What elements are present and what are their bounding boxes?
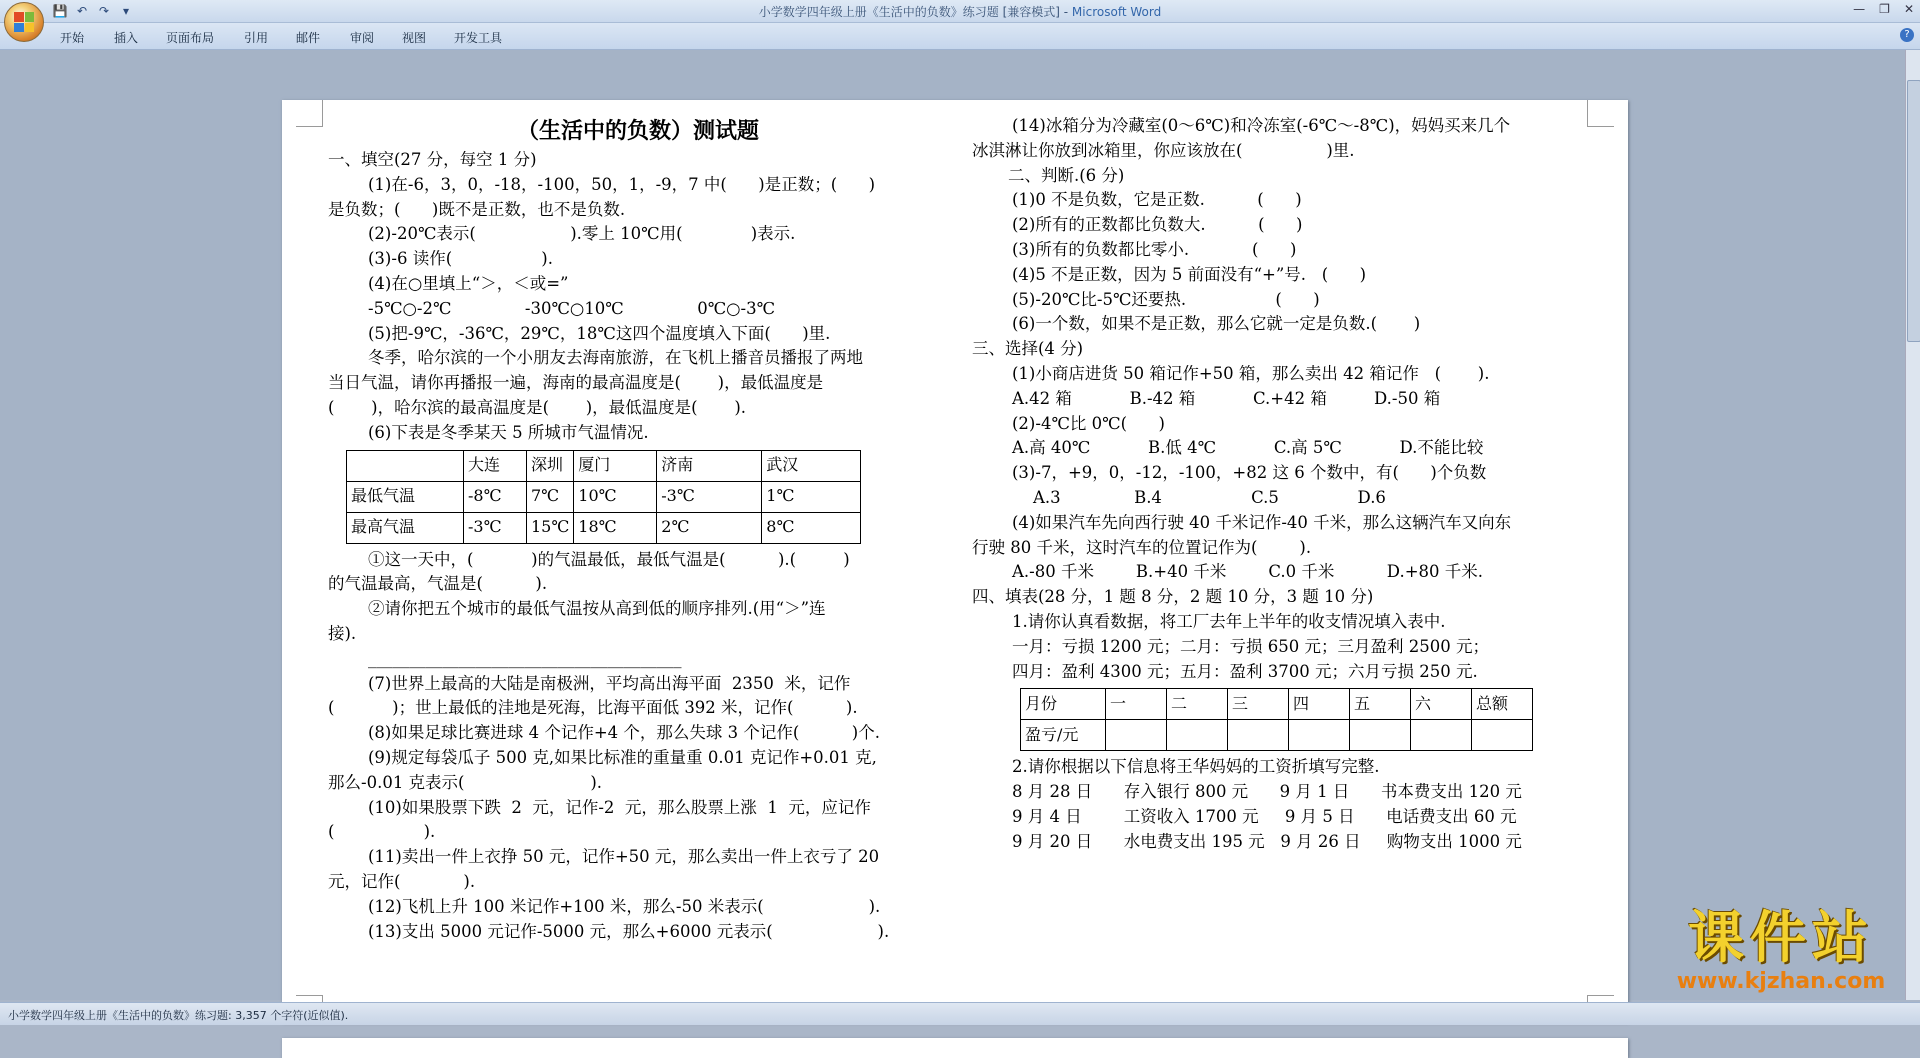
question-line: (5)把-9℃，-36℃，29℃，18℃这四个温度填入下面( )里.	[368, 323, 831, 343]
question-line: 冰淇淋让你放到冰箱里，你应该放在( )里.	[972, 140, 1355, 160]
ribbon-tabs	[0, 23, 1920, 50]
document-page	[282, 100, 1628, 1022]
title-bar	[0, 0, 1920, 23]
undo-icon[interactable]: ↶	[76, 4, 88, 18]
table-cell: 五	[1350, 689, 1411, 720]
document-area	[0, 50, 1906, 1000]
vertical-scrollbar[interactable]	[1905, 50, 1920, 1000]
table-cell: 8℃	[762, 512, 861, 543]
table-cell: 济南	[657, 450, 762, 481]
question-line: 四月：盈利 4300 元；五月：盈利 3700 元；六月亏损 250 元.	[1012, 661, 1478, 681]
question-line: (13)支出 5000 元记作-5000 元，那么+6000 元表示( ).	[368, 921, 890, 941]
status-text: 小学数学四年级上册《生活中的负数》练习题: 3,357 个字符(近似值).	[8, 1009, 349, 1022]
tab-view[interactable]: 视图	[402, 31, 427, 45]
question-line: 的气温最高，气温是( ).	[328, 574, 548, 594]
table-cell: 最低气温	[347, 481, 464, 512]
question-line: 行驶 80 千米，这时汽车的位置记作为( ).	[972, 537, 1312, 557]
choice-line: A.3 B.4 C.5 D.6	[1012, 487, 1386, 507]
table-cell: 盈亏/元	[1021, 720, 1106, 751]
table-cell	[1106, 720, 1167, 751]
record-line: 8 月 28 日 存入银行 800 元 9 月 1 日 书本费支出 120 元	[1012, 782, 1522, 802]
section-heading: 四、填表(28 分，1 题 8 分，2 题 10 分，3 题 10 分)	[972, 587, 1374, 607]
table-cell: 最高气温	[347, 512, 464, 543]
table-cell: 四	[1289, 689, 1350, 720]
table-cell	[1289, 720, 1350, 751]
question-line: 接).	[328, 623, 357, 643]
question-line: 元，记作( ).	[328, 871, 476, 891]
table-cell: 武汉	[762, 450, 861, 481]
section-heading: 二、判断.(6 分)	[1008, 165, 1125, 185]
answer-blank-line: ______________________________________	[368, 648, 682, 668]
office-button[interactable]	[4, 2, 44, 42]
table-cell: 二	[1167, 689, 1228, 720]
table-cell	[1411, 720, 1472, 751]
question-line: (8)如果足球比赛进球 4 个记作+4 个，那么失球 3 个记作( )个.	[368, 723, 880, 743]
customize-qat-icon[interactable]: ▾	[122, 4, 130, 18]
table-cell: -3℃	[657, 481, 762, 512]
question-line: (9)规定每袋瓜子 500 克,如果比标准的重量重 0.01 克记作+0.01 克,	[368, 747, 877, 767]
table-cell: 三	[1228, 689, 1289, 720]
question-line: (6)一个数，如果不是正数，那么它就一定是负数.( )	[1012, 314, 1421, 334]
choice-line: A.42 箱 B.-42 箱 C.+42 箱 D.-50 箱	[1012, 388, 1441, 408]
question-line: -5℃○-2℃ -30℃○10℃ 0℃○-3℃	[368, 298, 776, 318]
question-line: (3)所有的负数都比零小. ( )	[1012, 239, 1297, 259]
question-line: 那么-0.01 克表示( ).	[328, 772, 603, 792]
question-line: (2)所有的正数都比负数大. ( )	[1012, 215, 1303, 235]
question-line: 2.请你根据以下信息将王华妈妈的工资折填写完整.	[1012, 757, 1380, 777]
table-cell: 18℃	[574, 512, 657, 543]
question-line: (4)5 不是正数，因为 5 前面没有“+”号. ( )	[1012, 264, 1367, 284]
table-cell: 15℃	[527, 512, 574, 543]
table-cell: 六	[1411, 689, 1472, 720]
left-column	[328, 114, 948, 944]
window-controls	[1853, 2, 1914, 16]
record-line: 9 月 4 日 工资收入 1700 元 9 月 5 日 电话费支出 60 元	[1012, 806, 1517, 826]
section-heading: 三、选择(4 分)	[972, 339, 1084, 359]
tab-mailings[interactable]: 邮件	[296, 31, 321, 45]
watermark-logo	[1666, 906, 1896, 999]
minimize-icon[interactable]: —	[1853, 2, 1866, 16]
status-bar	[0, 1002, 1920, 1025]
close-icon[interactable]: ✕	[1903, 2, 1914, 16]
document-title: （生活中的负数）测试题	[516, 118, 759, 144]
record-line: 9 月 20 日 水电费支出 195 元 9 月 26 日 购物支出 1000 元	[1012, 831, 1522, 851]
question-line: 是负数；( )既不是正数，也不是负数.	[328, 199, 626, 219]
question-line: (4)在○里填上“＞，＜或=”	[368, 273, 569, 293]
question-line: ②请你把五个城市的最低气温按从高到低的顺序排列.(用“＞”连	[368, 599, 826, 619]
question-line: (2)-20℃表示( ).零上 10℃用( )表示.	[368, 224, 796, 244]
question-line: 冬季，哈尔滨的一个小朋友去海南旅游，在飞机上播音员播报了两地	[368, 348, 863, 368]
question-line: (1)在-6，3，0，-18，-100，50，1，-9，7 中( )是正数；( )	[368, 174, 876, 194]
table-cell	[347, 450, 464, 481]
table-cell: 1℃	[762, 481, 861, 512]
tab-review[interactable]: 审阅	[350, 31, 375, 45]
table-cell	[1167, 720, 1228, 751]
question-line: (2)-4℃比 0℃( )	[1012, 413, 1165, 433]
question-line: (4)如果汽车先向西行驶 40 千米记作-40 千米，那么这辆汽车又向东	[1012, 512, 1512, 532]
question-line: (14)冰箱分为冷藏室(0～6℃)和冷冻室(-6℃～-8℃)，妈妈买来几个	[1012, 116, 1511, 135]
question-line: ( ).	[328, 822, 436, 842]
question-line: (3)-7，+9，0，-12，-100，+82 这 6 个数中，有( )个负数	[1012, 463, 1487, 483]
table-cell: -3℃	[464, 512, 527, 543]
question-line: (6)下表是冬季某天 5 所城市气温情况.	[368, 422, 649, 442]
question-line: ①这一天中，( )的气温最低，最低气温是( ).( )	[368, 549, 850, 569]
question-line: 1.请你认真看数据，将工厂去年上半年的收支情况填入表中.	[1012, 611, 1446, 631]
watermark-title: 课件站	[1688, 906, 1874, 971]
question-line: (10)如果股票下跌 2 元，记作-2 元，那么股票上涨 1 元，应记作	[368, 797, 871, 817]
save-icon[interactable]: 💾	[52, 4, 68, 18]
tab-insert[interactable]: 插入	[114, 31, 139, 45]
table-cell: 总额	[1472, 689, 1533, 720]
temperature-table	[346, 450, 861, 544]
question-line: (1)0 不是负数，它是正数. ( )	[1012, 190, 1302, 210]
question-line: (12)飞机上升 100 米记作+100 米，那么-50 米表示( ).	[368, 896, 881, 916]
question-line: ( )；世上最低的洼地是死海，比海平面低 392 米，记作( ).	[328, 698, 858, 718]
tab-home[interactable]: 开始	[60, 31, 85, 45]
help-icon[interactable]: ?	[1900, 28, 1914, 42]
section-heading: 一、填空(27 分，每空 1 分)	[328, 150, 537, 169]
table-cell: -8℃	[464, 481, 527, 512]
table-cell: 月份	[1021, 689, 1106, 720]
question-line: (3)-6 读作( ).	[368, 249, 553, 269]
maximize-icon[interactable]: ❐	[1879, 2, 1890, 16]
table-cell: 厦门	[574, 450, 657, 481]
question-line: 当日气温，请你再播报一遍，海南的最高温度是( )，最低温度是	[328, 373, 824, 393]
question-line: (1)小商店进货 50 箱记作+50 箱，那么卖出 42 箱记作 ( ).	[1012, 363, 1490, 383]
question-line: (5)-20℃比-5℃还要热. ( )	[1012, 289, 1320, 309]
table-cell: 10℃	[574, 481, 657, 512]
redo-icon[interactable]: ↷	[98, 4, 110, 18]
scrollbar-thumb[interactable]	[1907, 80, 1920, 342]
office-logo-icon	[14, 12, 34, 32]
watermark-url: www.kjzhan.com	[1676, 969, 1886, 994]
next-page-edge	[282, 1038, 1628, 1058]
table-cell	[1472, 720, 1533, 751]
tab-page-layout[interactable]: 页面布局	[166, 31, 215, 45]
question-line: (11)卖出一件上衣挣 50 元，记作+50 元，那么卖出一件上衣亏了 20	[368, 847, 880, 867]
table-cell: 大连	[464, 450, 527, 481]
income-table	[1020, 688, 1533, 751]
table-cell: 深圳	[527, 450, 574, 481]
table-cell: 2℃	[657, 512, 762, 543]
crop-mark	[296, 100, 323, 127]
question-line: (7)世界上最高的大陆是南极洲，平均高出海平面 2350 米，记作	[368, 673, 851, 693]
table-cell	[1228, 720, 1289, 751]
table-cell: 7℃	[527, 481, 574, 512]
table-cell	[1350, 720, 1411, 751]
question-line: ( )，哈尔滨的最高温度是( )，最低温度是( ).	[328, 397, 747, 417]
table-cell: 一	[1106, 689, 1167, 720]
choice-line: A.-80 千米 B.+40 千米 C.0 千米 D.+80 千米.	[1012, 562, 1483, 582]
tab-developer[interactable]: 开发工具	[454, 31, 503, 45]
window-title: 小学数学四年级上册《生活中的负数》练习题 [兼容模式] - Microsoft Word	[758, 5, 1162, 19]
question-line: 一月：亏损 1200 元；二月：亏损 650 元；三月盈利 2500 元；	[1012, 636, 1489, 656]
right-column	[972, 114, 1612, 855]
choice-line: A.高 40℃ B.低 4℃ C.高 5℃ D.不能比较	[1012, 438, 1484, 458]
tab-references[interactable]: 引用	[244, 31, 269, 45]
